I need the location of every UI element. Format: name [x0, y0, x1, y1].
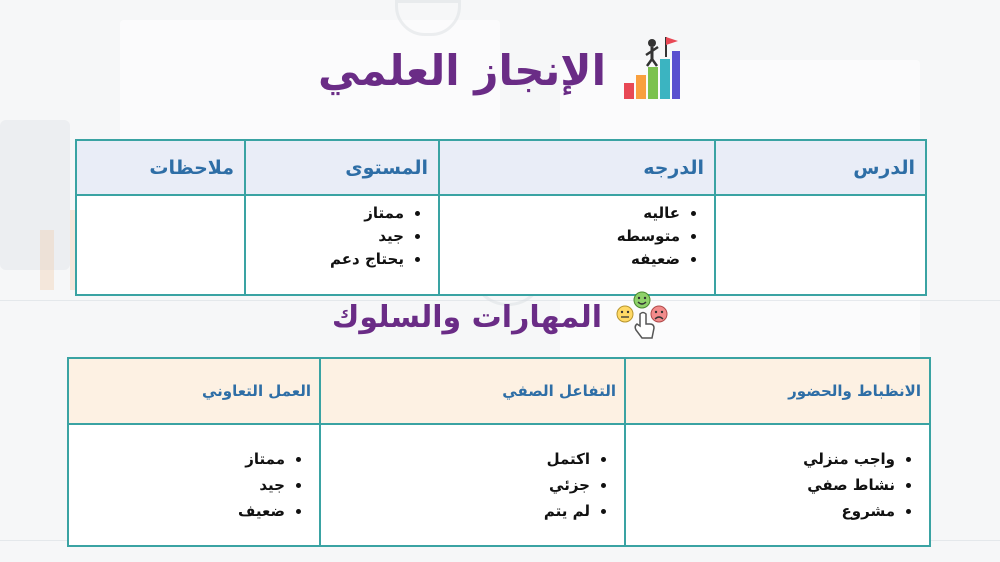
level-cell	[245, 195, 439, 295]
header-cooperation: العمل التعاوني	[68, 358, 320, 424]
list-item: • نشاط صفي	[636, 472, 895, 498]
skills-title: المهارات والسلوك	[331, 299, 603, 335]
notes-cell[interactable]	[76, 195, 245, 295]
list-item: • ممتاز	[256, 202, 404, 225]
skills-table	[67, 357, 931, 547]
list-item: • ضعيف	[79, 498, 285, 524]
grade-cell	[439, 195, 715, 295]
cooperation-list	[79, 446, 309, 524]
skills-title-row	[0, 292, 1000, 342]
interaction-list	[331, 446, 614, 524]
list-item: • مشروع	[636, 498, 895, 524]
discipline-cell	[625, 424, 930, 546]
header-discipline: الانظباط والحضور	[625, 358, 930, 424]
achievement-header-row	[76, 140, 926, 195]
skills-body-row	[68, 424, 930, 546]
achievement-table	[75, 139, 927, 296]
grade-list	[450, 202, 704, 271]
list-item: • اكتمل	[331, 446, 590, 472]
list-item: • ضعيفه	[450, 248, 680, 271]
lesson-cell[interactable]	[715, 195, 926, 295]
emoji-feedback-icon	[616, 290, 668, 344]
header-lesson: الدرس	[715, 140, 926, 195]
page-title: الإنجاز العلمي	[318, 45, 606, 95]
cooperation-cell	[68, 424, 320, 546]
list-item: • عاليه	[450, 202, 680, 225]
discipline-list	[636, 446, 919, 524]
achievement-body-row	[76, 195, 926, 295]
interaction-cell	[320, 424, 625, 546]
list-item: • يحتاج دعم	[256, 248, 404, 271]
header-interaction: التفاعل الصفي	[320, 358, 625, 424]
header-notes: ملاحظات	[76, 140, 245, 195]
success-stairs-icon	[622, 35, 682, 105]
list-item: • جيد	[79, 472, 285, 498]
list-item: • لم يتم	[331, 498, 590, 524]
level-list	[256, 202, 428, 271]
list-item: • متوسطه	[450, 225, 680, 248]
header-grade: الدرجه	[439, 140, 715, 195]
title-row	[0, 30, 1000, 110]
list-item: • جيد	[256, 225, 404, 248]
list-item: • واجب منزلي	[636, 446, 895, 472]
list-item: • جزئي	[331, 472, 590, 498]
skills-header-row	[68, 358, 930, 424]
header-level: المستوى	[245, 140, 439, 195]
list-item: • ممتاز	[79, 446, 285, 472]
